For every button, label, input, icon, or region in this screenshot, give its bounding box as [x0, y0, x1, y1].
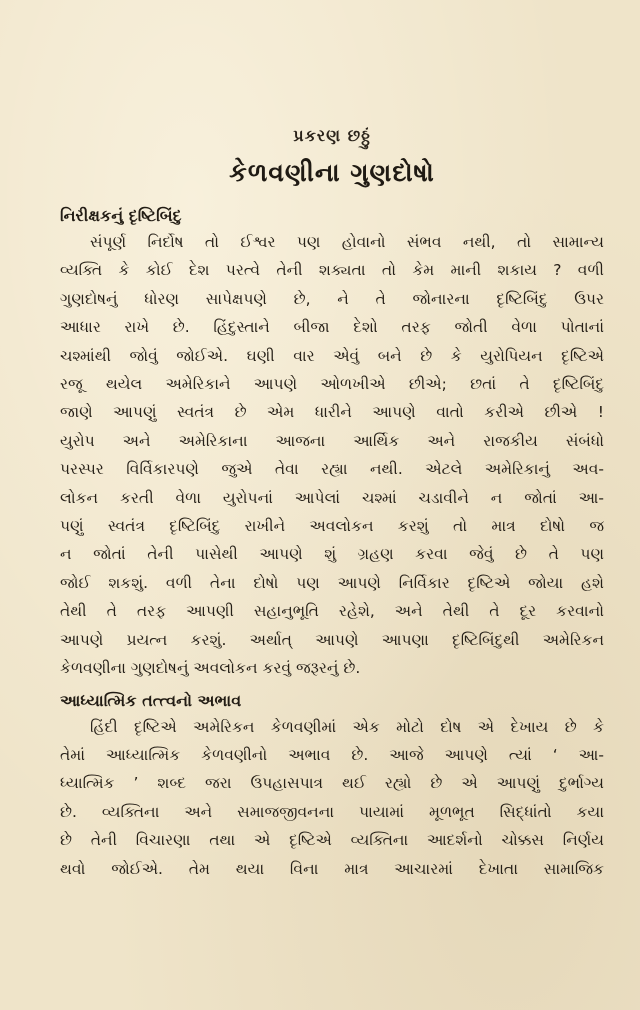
paragraph-spiritual-absence	[60, 713, 604, 883]
section-heading-observer-viewpoint: નિરીક્ષકનું દૃષ્ટિબિંદુ	[60, 206, 182, 225]
text-line: ધ્યાત્મિક ’ શબ્દ જરા ઉપહાસપાત્ર થઈ રહ્યો છે એ આપણું દુર્ભાગ્ય	[60, 774, 604, 793]
text-line: થવો જોઈએ. તેમ થયા વિના માત્ર આચારમાં દેખાતા સામાજિક	[60, 859, 604, 878]
text-line: રજૂ થયેલ અમેરિકાને આપણે ઓળખીએ છીએ; છતાં તે દૃષ્ટિબિંદુ	[60, 375, 604, 394]
text-line: વ્યક્તિ કે કોઈ દેશ પરત્વે તેની શક્યતા તો કેમ માની શકાય ? વળી	[60, 261, 604, 280]
paragraph-observer-viewpoint	[60, 228, 604, 683]
text-line: ન જોતાં તેની પાસેથી આપણે શું ગ્રહણ કરવા જેવું છે તે પણ	[60, 545, 604, 564]
text-line: છે તેની વિચારણા તથા એ દૃષ્ટિએ વ્યક્તિના આદર્શનો ચોક્કસ નિર્ણય	[60, 831, 604, 850]
section-heading-spiritual-absence: આધ્યાત્મિક તત્ત્વનો અભાવ	[60, 690, 242, 710]
text-line: તેથી તે તરફ આપણી સહાનુભૂતિ રહેશે, અને તેથી તે દૂર કરવાનો	[60, 602, 604, 621]
chapter-title: કેળવણીના ગુણદોષો	[229, 158, 435, 187]
text-line: આધાર રાખે છે. હિંદુસ્તાને બીજા દેશો તરફ જોતી વેળા પોતાનાં	[60, 318, 604, 337]
text-line: કેળવણીના ગુણદોષનું અવલોકન કરવું જરૂરનું છે.	[60, 659, 361, 678]
text-line: જોઈ શકશું. વળી તેના દોષો પણ આપણે નિર્વિકાર દૃષ્ટિએ જોયા હશે	[60, 573, 604, 592]
text-line: ચશ્માંથી જોવું જોઈએ. ઘણી વાર એવું બને છે કે યુરોપિયન દૃષ્ટિએ	[60, 346, 604, 365]
text-line: સંપૂર્ણ નિર્દોષ તો ઈશ્વર પણ હોવાનો સંભવ નથી, તો સામાન્ય	[90, 233, 604, 251]
text-line: લોકન કરતી વેળા યુરોપનાં આપેલાં ચશ્માં ચડાવીને ન જોતાં આ-	[60, 488, 604, 507]
text-line: આપણે પ્રયત્ન કરશું. અર્થાત્ આપણે આપણા દૃષ્ટિબિંદુથી અમેરિકન	[60, 630, 604, 649]
text-line: તેમાં આધ્યાત્મિક કેળવણીનો અભાવ છે. આજે આપણે ત્યાં ‘ આ-	[60, 745, 604, 764]
text-line: યુરોપ અને અમેરિકાના આજના આર્થિક અને રાજકીય સંબંધો	[60, 431, 604, 450]
text-line: હિંદી દૃષ્ટિએ અમેરિકન કેળવણીમાં એક મોટો દોષ એ દેખાય છે કે	[90, 717, 604, 736]
text-line: પરસ્પર વિર્વિકારપણે જુએ તેવા રહ્યા નથી. એટલે અમેરિકાનું અવ-	[60, 460, 604, 479]
text-line: ગુણદોષનું ધોરણ સાપેક્ષપણે છે, ને તે જોનારના દૃષ્ટિબિંદુ ઉપર	[60, 289, 604, 308]
text-line: પણું સ્વતંત્ર દૃષ્ટિબિંદુ રાખીને અવલોકન કરશું તો માત્ર દોષો જ	[60, 517, 604, 536]
text-line: છે. વ્યક્તિના અને સમાજજીવનના પાયામાં મૂળભૂત સિદ્ધાંતો કયા	[60, 802, 604, 821]
chapter-label: પ્રકરણ છઠ્ઠું	[293, 126, 371, 145]
text-line: જાણે આપણું સ્વતંત્ર છે એમ ધારીને આપણે વાતો કરીએ છીએ !	[60, 403, 604, 422]
